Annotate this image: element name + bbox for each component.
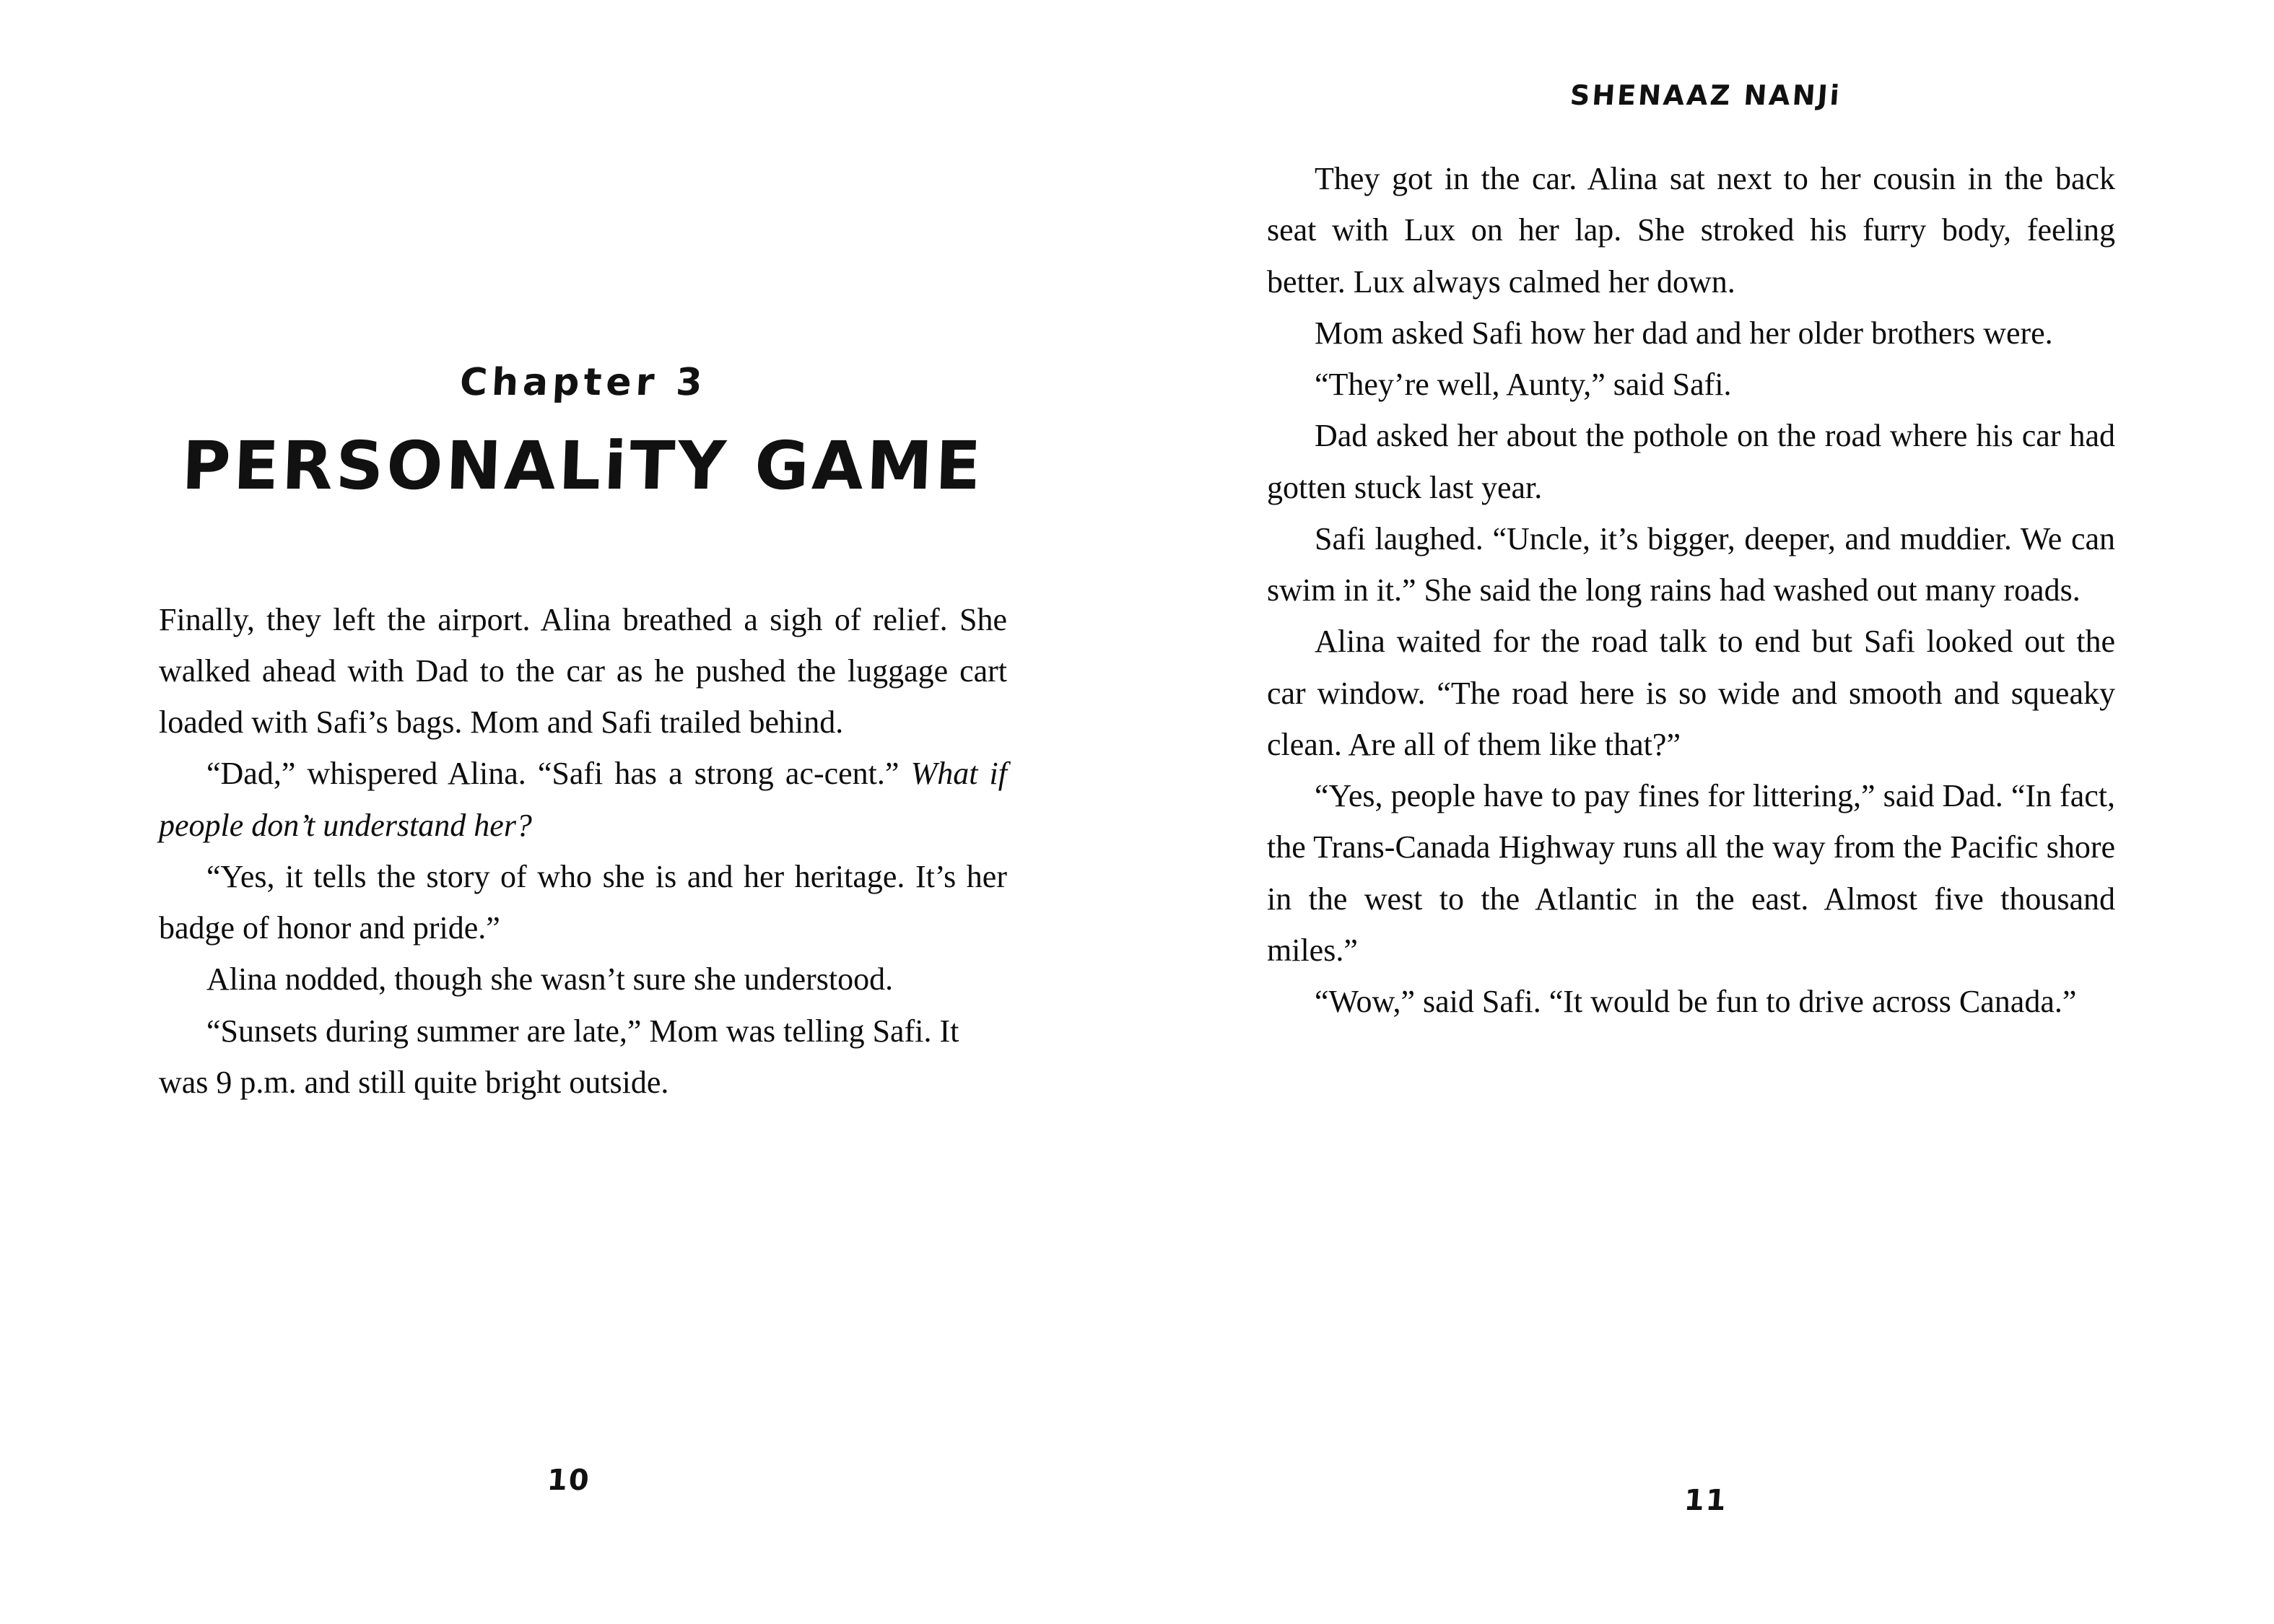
right-page xyxy=(1137,0,2274,1624)
paragraph: Safi laughed. “Uncle, it’s bigger, deeper, and muddier. We can swim in it.” She said the long rains had washed out many roads. xyxy=(1267,520,2115,608)
paragraph xyxy=(159,748,1007,851)
left-page-body xyxy=(159,594,1007,1109)
page-number-left xyxy=(0,1464,1137,1497)
page-number-right xyxy=(1137,1484,2274,1517)
chapter-heading xyxy=(159,0,1007,505)
page-number-value: 11 xyxy=(1683,1484,1728,1517)
chapter-number: Chapter 3 xyxy=(458,361,707,404)
right-page-body xyxy=(1267,0,2115,1028)
paragraph: Mom asked Safi how her dad and her older brothers were. xyxy=(1315,315,2053,351)
paragraph: “Wow,” said Safi. “It would be fun to drive across Canada.” xyxy=(1315,984,2077,1020)
paragraph: “Yes, people have to pay fines for littering,” said Dad. “In fact, the Trans-Canada Highway runs all the way from the Pacific shore in the west to the Atlantic in the east. Almost five thousand miles.” xyxy=(1267,778,2115,968)
paragraph: Finally, they left the airport. Alina breathed a sigh of relief. She walked ahead with Dad to the car as he pushed the luggage cart loaded with Safi’s bags. Mom and Safi trailed behind. xyxy=(159,601,1007,741)
paragraph: “They’re well, Aunty,” said Safi. xyxy=(1315,367,1732,403)
paragraph: Dad asked her about the pothole on the road where his car had gotten stuck last year. xyxy=(1267,418,2115,505)
paragraph: “Yes, it tells the story of who she is and her heritage. It’s her badge of honor and pride.” xyxy=(159,858,1007,946)
paragraph: Alina waited for the road talk to end but Safi looked out the car window. “The road here is so wide and smooth and squeaky clean. Are all of them like that?” xyxy=(1267,624,2115,762)
running-head-text: SHENAAZ NANJi xyxy=(1569,79,1842,111)
paragraph-italic: What if people don’t understand her? xyxy=(159,756,1008,843)
paragraph: “Sunsets during summer are late,” Mom was telling Safi. It was 9 p.m. and still quite bright outside. xyxy=(159,1013,959,1100)
running-head xyxy=(1137,79,2274,111)
chapter-title: PERSONALiTY GAME xyxy=(180,427,985,505)
paragraph: They got in the car. Alina sat next to her cousin in the back seat with Lux on her lap. She stroked his furry body, feeling better. Lux always calmed her down. xyxy=(1267,161,2115,300)
page-number-value: 10 xyxy=(546,1464,591,1497)
paragraph-text: “Dad,” whispered Alina. “Safi has a strong ac-cent.” xyxy=(206,756,911,792)
paragraph: Alina nodded, though she wasn’t sure she understood. xyxy=(206,961,894,997)
